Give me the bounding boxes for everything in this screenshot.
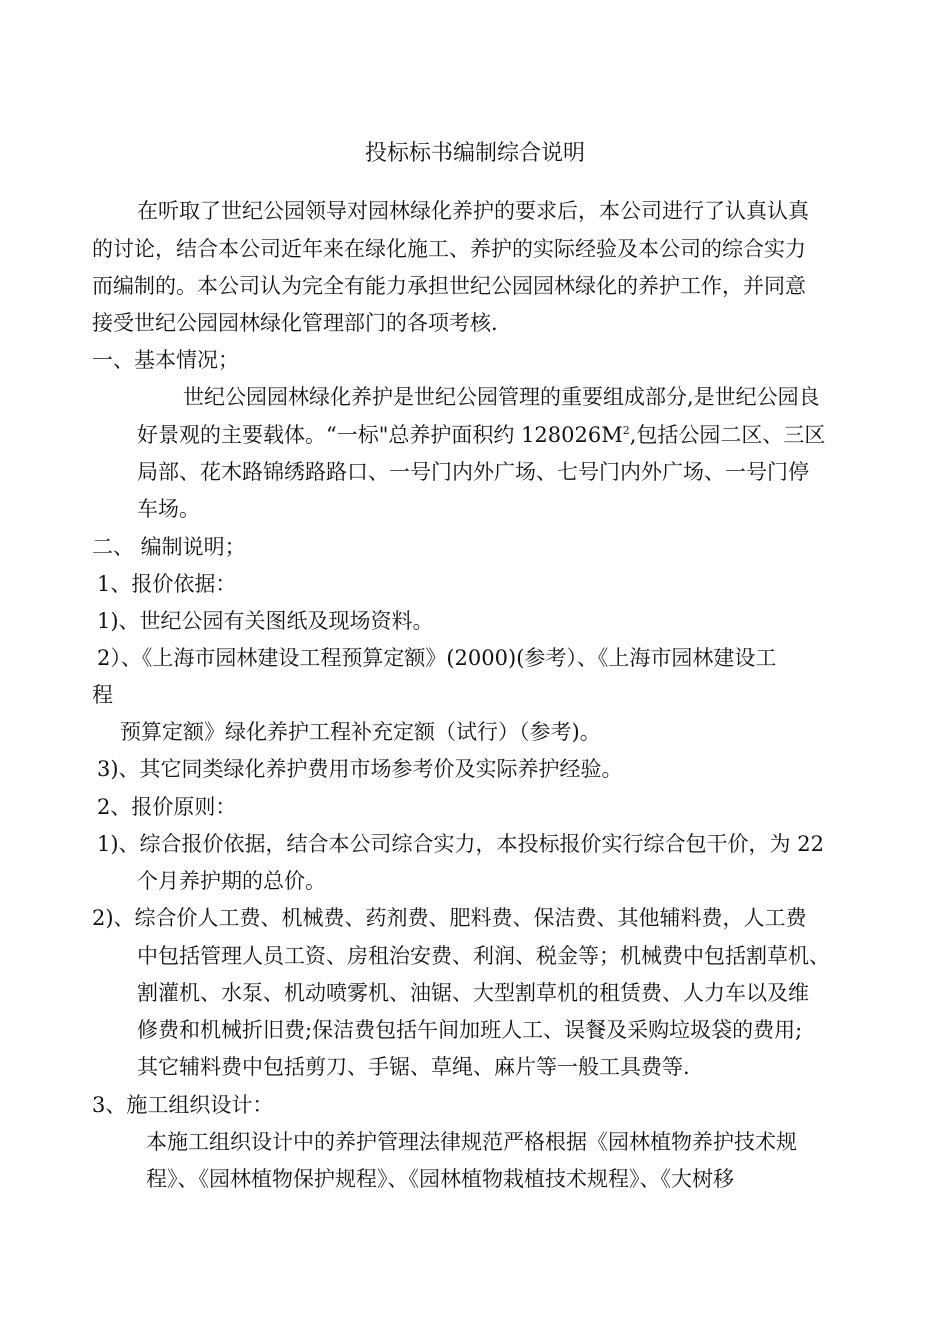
area-text-tail: ,包括公园二区、三区 — [629, 423, 826, 447]
list-item-continuation: 割灌机、水泵、机动喷雾机、油锯、大型割草机的租赁费、人力车以及维 — [137, 981, 809, 1005]
section-heading-basic: 一、基本情况； — [92, 348, 239, 372]
list-item: 1)、综合报价依据，结合本公司综合实力，本投标报价实行综合包干价，为 22 — [97, 832, 824, 856]
section-paragraph-line: 局部、花木路锦绣路路口、一号门内外广场、七号门内外广场、一号门停 — [137, 460, 809, 484]
intro-line: 而编制的。本公司认为完全有能力承担世纪公园园林绿化的养护工作，并同意 — [92, 274, 806, 298]
section-paragraph-line: 程》、《园林植物保护规程》、《园林植物栽植技术规程》、《大树移 — [146, 1167, 734, 1191]
subsection-heading: 1、报价依据： — [97, 572, 237, 596]
section-paragraph-line: 车场。 — [137, 497, 200, 521]
list-item-continuation: 程 — [92, 683, 113, 707]
list-item: 1)、世纪公园有关图纸及现场资料。 — [97, 609, 434, 633]
intro-line: 接受世纪公园园林绿化管理部门的各项考核. — [92, 311, 498, 335]
section-paragraph-line — [137, 421, 825, 449]
superscript: 2 — [622, 424, 630, 437]
intro-line: 在听取了世纪公园领导对园林绿化养护的要求后，本公司进行了认真认真 — [137, 199, 809, 223]
list-item-continuation: 其它辅料费中包括剪刀、手锯、草绳、麻片等一般工具费等. — [137, 1055, 690, 1079]
list-item-continuation: 修费和机械折旧费;保洁费包括午间加班人工、误餐及采购垃圾袋的费用; — [137, 1018, 803, 1042]
section-paragraph-line: 本施工组织设计中的养护管理法律规范严格根据《园林植物养护技术规 — [146, 1130, 797, 1154]
section-heading-compile: 二、 编制说明； — [92, 535, 246, 559]
subsection-heading: 2、报价原则： — [97, 795, 237, 819]
intro-line: 的讨论，结合本公司近年来在绿化施工、养护的实际经验及本公司的综合实力 — [92, 237, 806, 261]
list-item-continuation: 预算定额》绿化养护工程补充定额（试行）（参考)。 — [120, 720, 601, 744]
subsection-heading: 3、施工组织设计： — [92, 1093, 274, 1117]
list-item: 2）、《上海市园林建设工程预算定额》(2000)(参考）、《上海市园林建设工 — [97, 646, 777, 670]
area-text: 好景观的主要载体。“一标"总养护面积约 128026M — [137, 423, 623, 447]
document-title: 投标标书编制综合说明 — [364, 141, 585, 166]
list-item-continuation: 中包括管理人员工资、房租治安费、利润、税金等；机械费中包括割草机、 — [137, 944, 830, 968]
list-item: 2)、综合价人工费、机械费、药剂费、肥料费、保洁费、其他辅料费，人工费 — [92, 906, 807, 930]
list-item: 3)、其它同类绿化养护费用市场参考价及实际养护经验。 — [97, 757, 623, 781]
list-item-continuation: 个月养护期的总价。 — [137, 869, 326, 893]
section-paragraph-line: 世纪公园园林绿化养护是世纪公园管理的重要组成部分,是世纪公园良 — [183, 385, 820, 409]
